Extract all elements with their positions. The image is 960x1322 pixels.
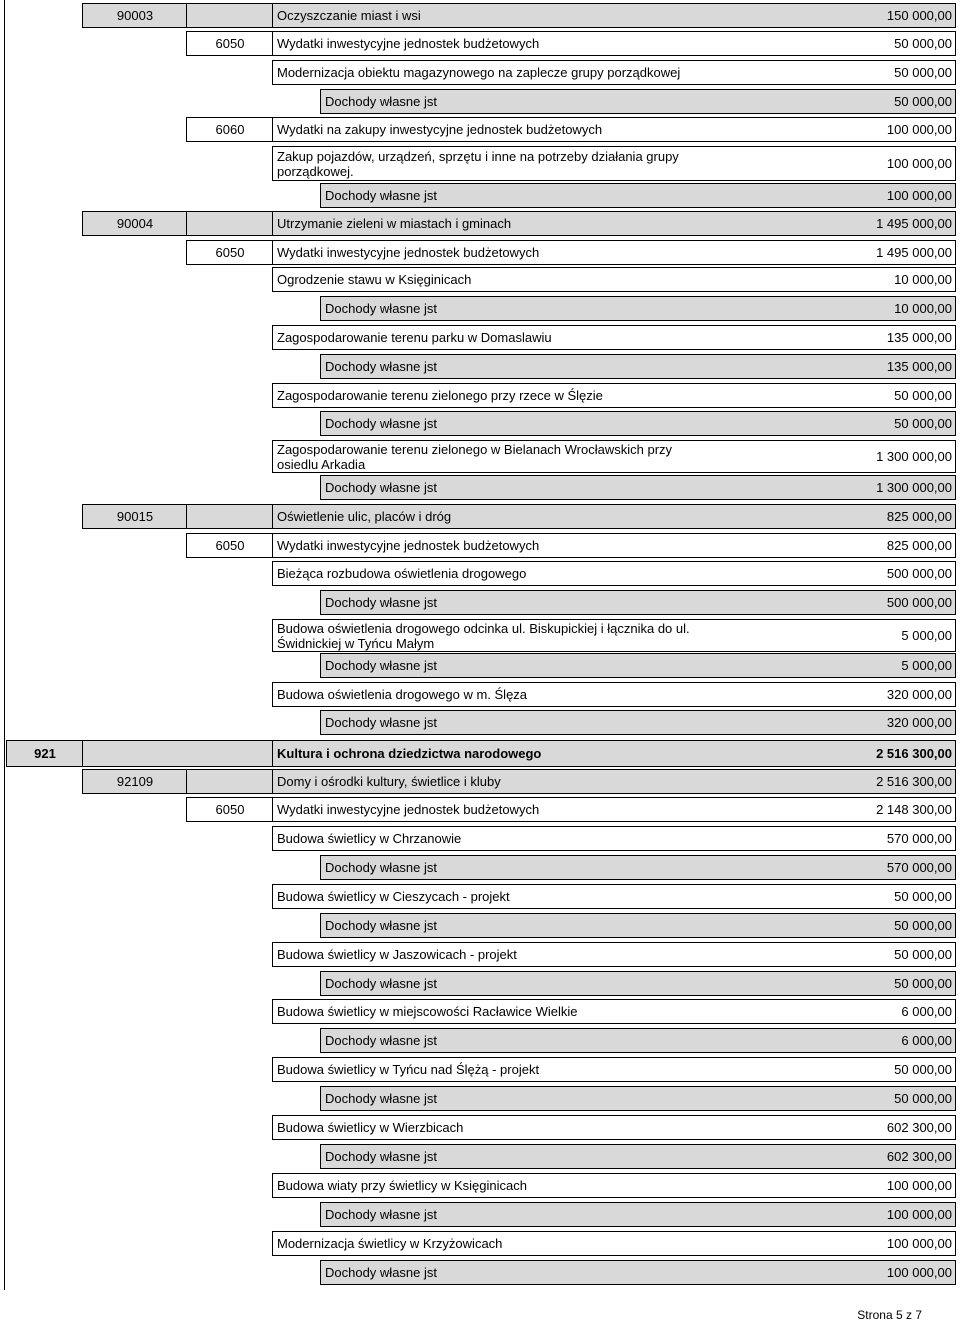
item-name: Oczyszczanie miast i wsi: [277, 8, 421, 23]
item-name: Dochody własne jst: [325, 715, 437, 730]
amount-value: 10 000,00: [894, 301, 952, 316]
item-name: Dochody własne jst: [325, 94, 437, 109]
task-row: [272, 561, 956, 586]
item-name: Modernizacja obiektu magazynowego na zaplecze grupy porządkowej: [277, 65, 681, 80]
section-row: [82, 211, 956, 236]
amount-value: 10 000,00: [894, 272, 952, 287]
column-separator: [272, 505, 273, 528]
task-row: [272, 1115, 956, 1140]
amount-value: 50 000,00: [894, 65, 952, 80]
paragraph-code: 6060: [215, 122, 245, 137]
item-name: Ogrodzenie stawu w Księginicach: [277, 272, 472, 287]
item-name: Budowa świetlicy w Wierzbicach: [277, 1120, 464, 1135]
amount-value: 100 000,00: [886, 1236, 952, 1251]
amount-value: 135 000,00: [886, 359, 952, 374]
item-name: Dochody własne jst: [325, 480, 437, 495]
funding-source-row: [320, 971, 956, 996]
amount-value: 1 300 000,00: [876, 449, 952, 464]
column-separator: [272, 212, 273, 235]
item-name: Wydatki inwestycyjne jednostek budżetowych: [277, 36, 540, 51]
amount-value: 2 516 300,00: [876, 774, 952, 789]
item-name: Dochody własne jst: [325, 1033, 437, 1048]
item-name: Utrzymanie zieleni w miastach i gminach: [277, 216, 512, 231]
task-row: [272, 60, 956, 85]
paragraph-row: [186, 240, 956, 265]
amount-value: 50 000,00: [894, 918, 952, 933]
paragraph-row: [186, 533, 956, 558]
classification-code: 921: [34, 746, 56, 761]
item-name: Dochody własne jst: [325, 595, 437, 610]
funding-source-row: [320, 855, 956, 880]
section-row: [82, 504, 956, 529]
amount-value: 100 000,00: [886, 1207, 952, 1222]
funding-source-row: [320, 89, 956, 114]
amount-value: 50 000,00: [894, 976, 952, 991]
funding-source-row: [320, 710, 956, 735]
task-row: [272, 325, 956, 350]
funding-source-row: [320, 1028, 956, 1053]
task-row: [272, 1231, 956, 1256]
amount-value: 150 000,00: [886, 8, 952, 23]
funding-source-row: [320, 475, 956, 500]
item-name: Wydatki inwestycyjne jednostek budżetowych: [277, 245, 540, 260]
amount-value: 1 495 000,00: [876, 245, 952, 260]
paragraph-row: [186, 797, 956, 822]
funding-source-row: [320, 296, 956, 321]
column-separator: [272, 4, 273, 27]
item-name: Wydatki inwestycyjne jednostek budżetowych: [277, 538, 540, 553]
item-name: Dochody własne jst: [325, 918, 437, 933]
paragraph-code: 6050: [215, 36, 245, 51]
item-name: Domy i ośrodki kultury, świetlice i kluby: [277, 774, 501, 789]
amount-value: 6 000,00: [901, 1004, 952, 1019]
funding-source-row: [320, 590, 956, 615]
amount-value: 5 000,00: [901, 628, 952, 643]
amount-value: 100 000,00: [886, 1178, 952, 1193]
classification-code: 90003: [116, 8, 154, 23]
funding-source-row: [320, 1086, 956, 1111]
amount-value: 100 000,00: [886, 1265, 952, 1280]
item-name: Dochody własne jst: [325, 416, 437, 431]
amount-value: 825 000,00: [886, 538, 952, 553]
amount-value: 135 000,00: [886, 330, 952, 345]
funding-source-row: [320, 913, 956, 938]
amount-value: 570 000,00: [886, 860, 952, 875]
item-name: Dochody własne jst: [325, 188, 437, 203]
column-separator: [272, 741, 273, 766]
item-name: Budowa świetlicy w Jaszowicach - projekt: [277, 947, 517, 962]
item-name: Dochody własne jst: [325, 976, 437, 991]
item-name: Budowa świetlicy w Tyńcu nad Ślężą - projekt: [277, 1062, 540, 1077]
page-number: Strona 5 z 7: [857, 1308, 922, 1322]
classification-code: 92109: [116, 774, 154, 789]
task-row: [272, 1173, 956, 1198]
amount-value: 2 148 300,00: [876, 802, 952, 817]
task-row: [272, 884, 956, 909]
item-name: Dochody własne jst: [325, 359, 437, 374]
item-name: Budowa wiaty przy świetlicy w Księginicach: [277, 1178, 527, 1193]
task-row: [272, 267, 956, 292]
item-name: Budowa świetlicy w Chrzanowie: [277, 831, 462, 846]
item-name: Dochody własne jst: [325, 1207, 437, 1222]
funding-source-row: [320, 653, 956, 678]
section-row: [82, 769, 956, 794]
item-name: Dochody własne jst: [325, 1091, 437, 1106]
task-row: [272, 440, 956, 473]
paragraph-code: 6050: [215, 245, 245, 260]
classification-code: 90004: [116, 216, 154, 231]
funding-source-row: [320, 411, 956, 436]
item-name: Oświetlenie ulic, placów i dróg: [277, 509, 452, 524]
amount-value: 5 000,00: [901, 658, 952, 673]
item-name: Wydatki na zakupy inwestycyjne jednostek budżetowych: [277, 122, 603, 137]
amount-value: 320 000,00: [886, 687, 952, 702]
paragraph-code: 6050: [215, 538, 245, 553]
task-row: [272, 146, 956, 181]
funding-source-row: [320, 1202, 956, 1227]
left-border-line: [4, 0, 5, 1290]
item-name: Dochody własne jst: [325, 1265, 437, 1280]
amount-value: 1 300 000,00: [876, 480, 952, 495]
item-name: Budowa świetlicy w Cieszycach - projekt: [277, 889, 510, 904]
item-name: Zagospodarowanie terenu parku w Domaslawiu: [277, 330, 552, 345]
amount-value: 100 000,00: [886, 156, 952, 171]
task-row: [272, 383, 956, 408]
amount-value: 50 000,00: [894, 36, 952, 51]
amount-value: 50 000,00: [894, 1062, 952, 1077]
item-name: Budowa oświetlenia drogowego odcinka ul. Biskupickiej i łącznika do ul. Świdnickiej w Tyńcu Małym: [277, 620, 690, 651]
amount-value: 320 000,00: [886, 715, 952, 730]
task-row: [272, 942, 956, 967]
item-name: Bieżąca rozbudowa oświetlenia drogowego: [277, 566, 527, 581]
task-row: [272, 826, 956, 851]
task-row: [272, 999, 956, 1024]
amount-value: 6 000,00: [901, 1033, 952, 1048]
item-name: Dochody własne jst: [325, 860, 437, 875]
item-name: Wydatki inwestycyjne jednostek budżetowych: [277, 802, 540, 817]
item-name: Zagospodarowanie terenu zielonego przy rzece w Ślęzie: [277, 388, 603, 403]
item-name: Budowa oświetlenia drogowego w m. Ślęza: [277, 687, 528, 702]
amount-value: 50 000,00: [894, 947, 952, 962]
classification-code: 90015: [116, 509, 154, 524]
item-name: Dochody własne jst: [325, 658, 437, 673]
item-name: Dochody własne jst: [325, 1149, 437, 1164]
item-name: Modernizacja świetlicy w Krzyżowicach: [277, 1236, 503, 1251]
amount-value: 50 000,00: [894, 416, 952, 431]
section-row: [82, 3, 956, 28]
item-name: Budowa świetlicy w miejscowości Racławice Wielkie: [277, 1004, 578, 1019]
paragraph-row: [186, 117, 956, 142]
amount-value: 50 000,00: [894, 388, 952, 403]
amount-value: 500 000,00: [886, 566, 952, 581]
amount-value: 50 000,00: [894, 94, 952, 109]
funding-source-row: [320, 1260, 956, 1285]
amount-value: 50 000,00: [894, 1091, 952, 1106]
amount-value: 100 000,00: [886, 122, 952, 137]
amount-value: 1 495 000,00: [876, 216, 952, 231]
amount-value: 602 300,00: [886, 1120, 952, 1135]
paragraph-code: 6050: [215, 802, 245, 817]
item-name: Zagospodarowanie terenu zielonego w Bielanach Wrocławskich przy osiedlu Arkadia: [277, 441, 673, 472]
amount-value: 100 000,00: [886, 188, 952, 203]
amount-value: 2 516 300,00: [876, 746, 952, 761]
funding-source-row: [320, 1144, 956, 1169]
task-row: [272, 619, 956, 652]
task-row: [272, 1057, 956, 1082]
paragraph-row: [186, 31, 956, 56]
item-name: Kultura i ochrona dziedzictwa narodowego: [277, 746, 542, 761]
item-name: Dochody własne jst: [325, 301, 437, 316]
item-name: Zakup pojazdów, urządzeń, sprzętu i inne na potrzeby działania grupy porządkowej.: [277, 148, 679, 179]
amount-value: 500 000,00: [886, 595, 952, 610]
amount-value: 50 000,00: [894, 889, 952, 904]
funding-source-row: [320, 354, 956, 379]
column-separator: [272, 770, 273, 793]
amount-value: 570 000,00: [886, 831, 952, 846]
funding-source-row: [320, 183, 956, 208]
chapter-row: [6, 740, 956, 767]
task-row: [272, 682, 956, 707]
amount-value: 602 300,00: [886, 1149, 952, 1164]
amount-value: 825 000,00: [886, 509, 952, 524]
